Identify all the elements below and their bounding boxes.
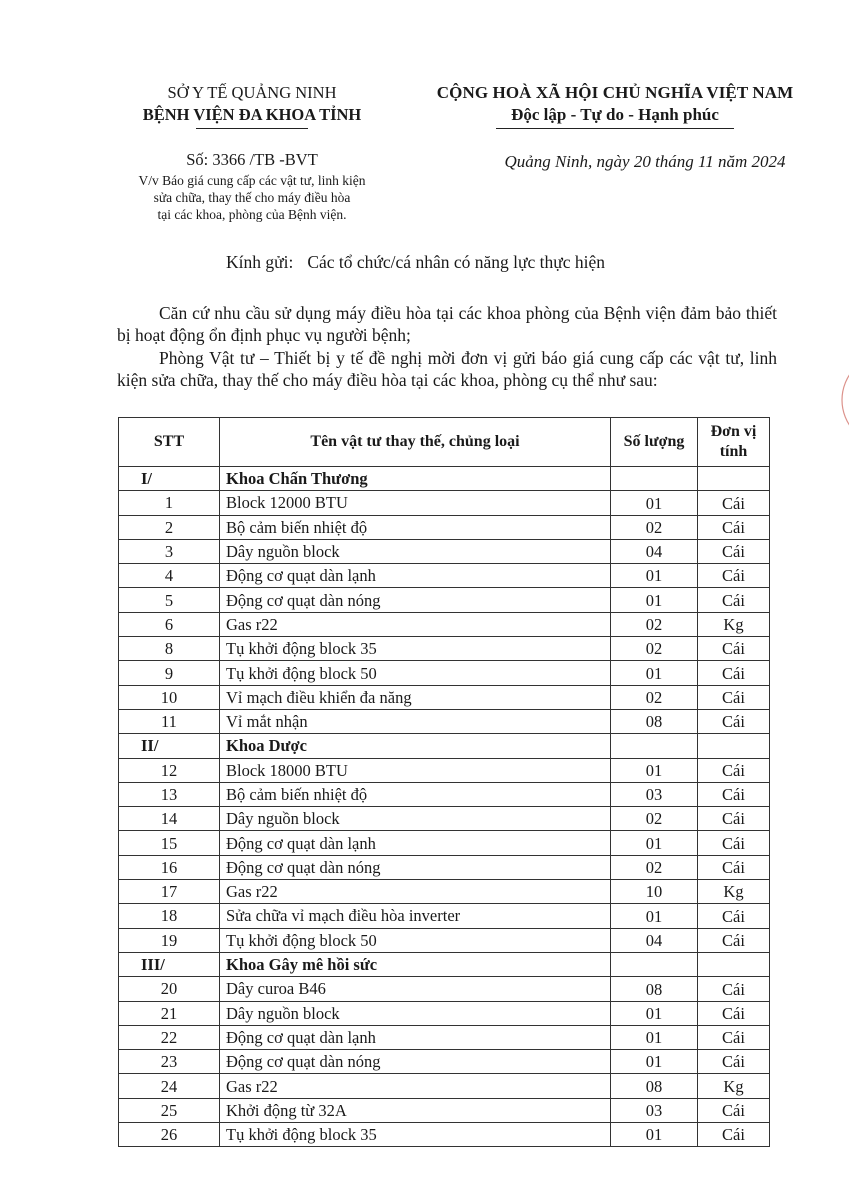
item-name: Tụ khởi động block 50 [220, 661, 611, 685]
item-name: Động cơ quạt dàn lạnh [220, 831, 611, 855]
item-stt: 26 [119, 1123, 220, 1147]
table-row [119, 637, 770, 661]
item-name: Khởi động từ 32A [220, 1098, 611, 1122]
item-unit: Cái [698, 855, 770, 879]
section-title: Khoa Chấn Thương [220, 467, 611, 491]
item-unit: Cái [698, 1001, 770, 1025]
empty-cell [611, 734, 698, 758]
item-unit: Cái [698, 539, 770, 563]
table-row [119, 1098, 770, 1122]
table-row [119, 904, 770, 928]
item-name: Động cơ quạt dàn nóng [220, 855, 611, 879]
item-stt: 15 [119, 831, 220, 855]
item-stt: 4 [119, 564, 220, 588]
item-name: Động cơ quạt dàn lạnh [220, 1025, 611, 1049]
table-row [119, 564, 770, 588]
item-unit: Cái [698, 831, 770, 855]
subject-line: V/v Báo giá cung cấp các vật tư, linh kiện [138, 173, 366, 188]
item-unit: Cái [698, 1050, 770, 1074]
table-row [119, 782, 770, 806]
item-qty: 02 [611, 855, 698, 879]
table-row [119, 661, 770, 685]
item-name: Block 12000 BTU [220, 491, 611, 515]
table-row [119, 491, 770, 515]
item-stt: 12 [119, 758, 220, 782]
item-unit: Kg [698, 1074, 770, 1098]
empty-cell [698, 734, 770, 758]
item-qty: 03 [611, 782, 698, 806]
table-row [119, 588, 770, 612]
item-stt: 1 [119, 491, 220, 515]
item-name: Bộ cảm biến nhiệt độ [220, 782, 611, 806]
empty-cell [611, 467, 698, 491]
table-row [119, 928, 770, 952]
item-stt: 16 [119, 855, 220, 879]
table-row [119, 539, 770, 563]
item-qty: 01 [611, 831, 698, 855]
item-qty: 08 [611, 977, 698, 1001]
department-name: SỞ Y TẾ QUẢNG NINH [167, 83, 337, 102]
item-qty: 02 [611, 612, 698, 636]
table-row [119, 855, 770, 879]
item-stt: 19 [119, 928, 220, 952]
item-name: Tụ khởi động block 35 [220, 1123, 611, 1147]
item-qty: 01 [611, 1050, 698, 1074]
table-row [119, 1050, 770, 1074]
header-stt: STT [119, 418, 220, 467]
section-number: III/ [119, 952, 220, 976]
item-stt: 25 [119, 1098, 220, 1122]
item-name: Dây nguồn block [220, 807, 611, 831]
item-unit: Cái [698, 977, 770, 1001]
document-subject [112, 172, 392, 223]
item-stt: 10 [119, 685, 220, 709]
header-qty: Số lượng [611, 418, 698, 467]
table-row [119, 1123, 770, 1147]
item-name: Gas r22 [220, 612, 611, 636]
item-name: Động cơ quạt dàn nóng [220, 1050, 611, 1074]
item-qty: 01 [611, 1025, 698, 1049]
item-qty: 01 [611, 588, 698, 612]
table-row [119, 831, 770, 855]
item-stt: 20 [119, 977, 220, 1001]
item-unit: Cái [698, 807, 770, 831]
item-stt: 24 [119, 1074, 220, 1098]
item-unit: Cái [698, 1098, 770, 1122]
item-unit: Cái [698, 1025, 770, 1049]
item-unit: Cái [698, 904, 770, 928]
item-unit: Cái [698, 588, 770, 612]
header-name: Tên vật tư thay thế, chủng loại [220, 418, 611, 467]
header-unit: Đơn vị tính [698, 418, 770, 467]
table-row [119, 880, 770, 904]
item-stt: 5 [119, 588, 220, 612]
item-stt: 11 [119, 709, 220, 733]
items-table-body [119, 467, 770, 1147]
subject-line: sửa chữa, thay thế cho máy điều hòa [153, 190, 351, 205]
issuer-header [112, 82, 392, 129]
item-name: Động cơ quạt dàn nóng [220, 588, 611, 612]
item-name: Tụ khởi động block 50 [220, 928, 611, 952]
section-row [119, 734, 770, 758]
item-stt: 13 [119, 782, 220, 806]
item-name: Sửa chữa vỉ mạch điều hòa inverter [220, 904, 611, 928]
section-number: I/ [119, 467, 220, 491]
section-row [119, 952, 770, 976]
subject-line: tại các khoa, phòng của Bệnh viện. [157, 207, 347, 222]
document-date: Quảng Ninh, ngày 20 tháng 11 năm 2024 [504, 152, 786, 171]
item-unit: Cái [698, 491, 770, 515]
national-header [400, 82, 830, 129]
paragraph-basis: Căn cứ nhu cầu sử dụng máy điều hòa tại các khoa phòng của Bệnh viện đảm bảo thiết bị hoạt động ổn định phục vụ người bệnh; [117, 303, 777, 345]
table-row [119, 1001, 770, 1025]
paragraph-request: Phòng Vật tư – Thiết bị y tế đề nghị mời đơn vị gửi báo giá cung cấp các vật tư, linh kiện sửa chữa, thay thế cho máy điều hòa tại các khoa, phòng cụ thể như sau: [117, 348, 777, 390]
table-row [119, 612, 770, 636]
item-qty: 01 [611, 758, 698, 782]
item-stt: 23 [119, 1050, 220, 1074]
item-stt: 9 [119, 661, 220, 685]
section-row [119, 467, 770, 491]
item-qty: 01 [611, 904, 698, 928]
item-stt: 21 [119, 1001, 220, 1025]
hospital-name: BỆNH VIỆN ĐA KHOA TỈNH [142, 105, 362, 124]
table-header-row [119, 418, 770, 467]
item-name: Gas r22 [220, 880, 611, 904]
item-qty: 01 [611, 661, 698, 685]
table-row [119, 977, 770, 1001]
item-unit: Cái [698, 709, 770, 733]
item-qty: 01 [611, 564, 698, 588]
item-qty: 01 [611, 491, 698, 515]
section-number: II/ [119, 734, 220, 758]
document-number: Số: 3366 /TB -BVT [186, 150, 318, 169]
empty-cell [611, 952, 698, 976]
item-qty: 02 [611, 807, 698, 831]
item-unit: Kg [698, 612, 770, 636]
item-unit: Cái [698, 928, 770, 952]
item-name: Bộ cảm biến nhiệt độ [220, 515, 611, 539]
item-qty: 01 [611, 1001, 698, 1025]
item-stt: 3 [119, 539, 220, 563]
greeting-label: Kính gửi: [226, 252, 294, 272]
greeting-recipients: Các tổ chức/cá nhân có năng lực thực hiện [307, 252, 605, 272]
empty-cell [698, 952, 770, 976]
item-name: Tụ khởi động block 35 [220, 637, 611, 661]
table-row [119, 515, 770, 539]
item-stt: 6 [119, 612, 220, 636]
item-name: Dây nguồn block [220, 1001, 611, 1025]
motto-underline [496, 128, 734, 129]
item-unit: Cái [698, 758, 770, 782]
item-stt: 14 [119, 807, 220, 831]
item-qty: 01 [611, 1123, 698, 1147]
item-qty: 02 [611, 685, 698, 709]
item-qty: 08 [611, 709, 698, 733]
item-unit: Cái [698, 1123, 770, 1147]
item-unit: Cái [698, 685, 770, 709]
item-name: Vỉ mạch điều khiển đa năng [220, 685, 611, 709]
item-unit: Cái [698, 782, 770, 806]
item-unit: Cái [698, 564, 770, 588]
item-name: Động cơ quạt dàn lạnh [220, 564, 611, 588]
header-underline [196, 128, 308, 129]
table-row [119, 709, 770, 733]
item-name: Gas r22 [220, 1074, 611, 1098]
item-qty: 08 [611, 1074, 698, 1098]
motto: Độc lập - Tự do - Hạnh phúc [511, 105, 719, 124]
item-name: Vỉ mắt nhận [220, 709, 611, 733]
item-unit: Cái [698, 515, 770, 539]
red-stamp-edge [810, 350, 849, 450]
item-unit: Kg [698, 880, 770, 904]
item-unit: Cái [698, 661, 770, 685]
section-title: Khoa Dược [220, 734, 611, 758]
item-name: Block 18000 BTU [220, 758, 611, 782]
item-name: Dây nguồn block [220, 539, 611, 563]
item-qty: 02 [611, 637, 698, 661]
country-name: CỘNG HOÀ XÃ HỘI CHỦ NGHĨA VIỆT NAM [436, 83, 794, 102]
item-qty: 03 [611, 1098, 698, 1122]
table-row [119, 1025, 770, 1049]
item-qty: 02 [611, 515, 698, 539]
item-stt: 22 [119, 1025, 220, 1049]
table-row [119, 685, 770, 709]
item-stt: 8 [119, 637, 220, 661]
item-qty: 04 [611, 928, 698, 952]
table-row [119, 1074, 770, 1098]
greeting [226, 252, 605, 273]
items-table [118, 417, 770, 1147]
item-qty: 04 [611, 539, 698, 563]
item-unit: Cái [698, 637, 770, 661]
table-row [119, 807, 770, 831]
item-stt: 17 [119, 880, 220, 904]
item-stt: 18 [119, 904, 220, 928]
section-title: Khoa Gây mê hồi sức [220, 952, 611, 976]
item-qty: 10 [611, 880, 698, 904]
item-stt: 2 [119, 515, 220, 539]
empty-cell [698, 467, 770, 491]
table-row [119, 758, 770, 782]
item-name: Dây curoa B46 [220, 977, 611, 1001]
